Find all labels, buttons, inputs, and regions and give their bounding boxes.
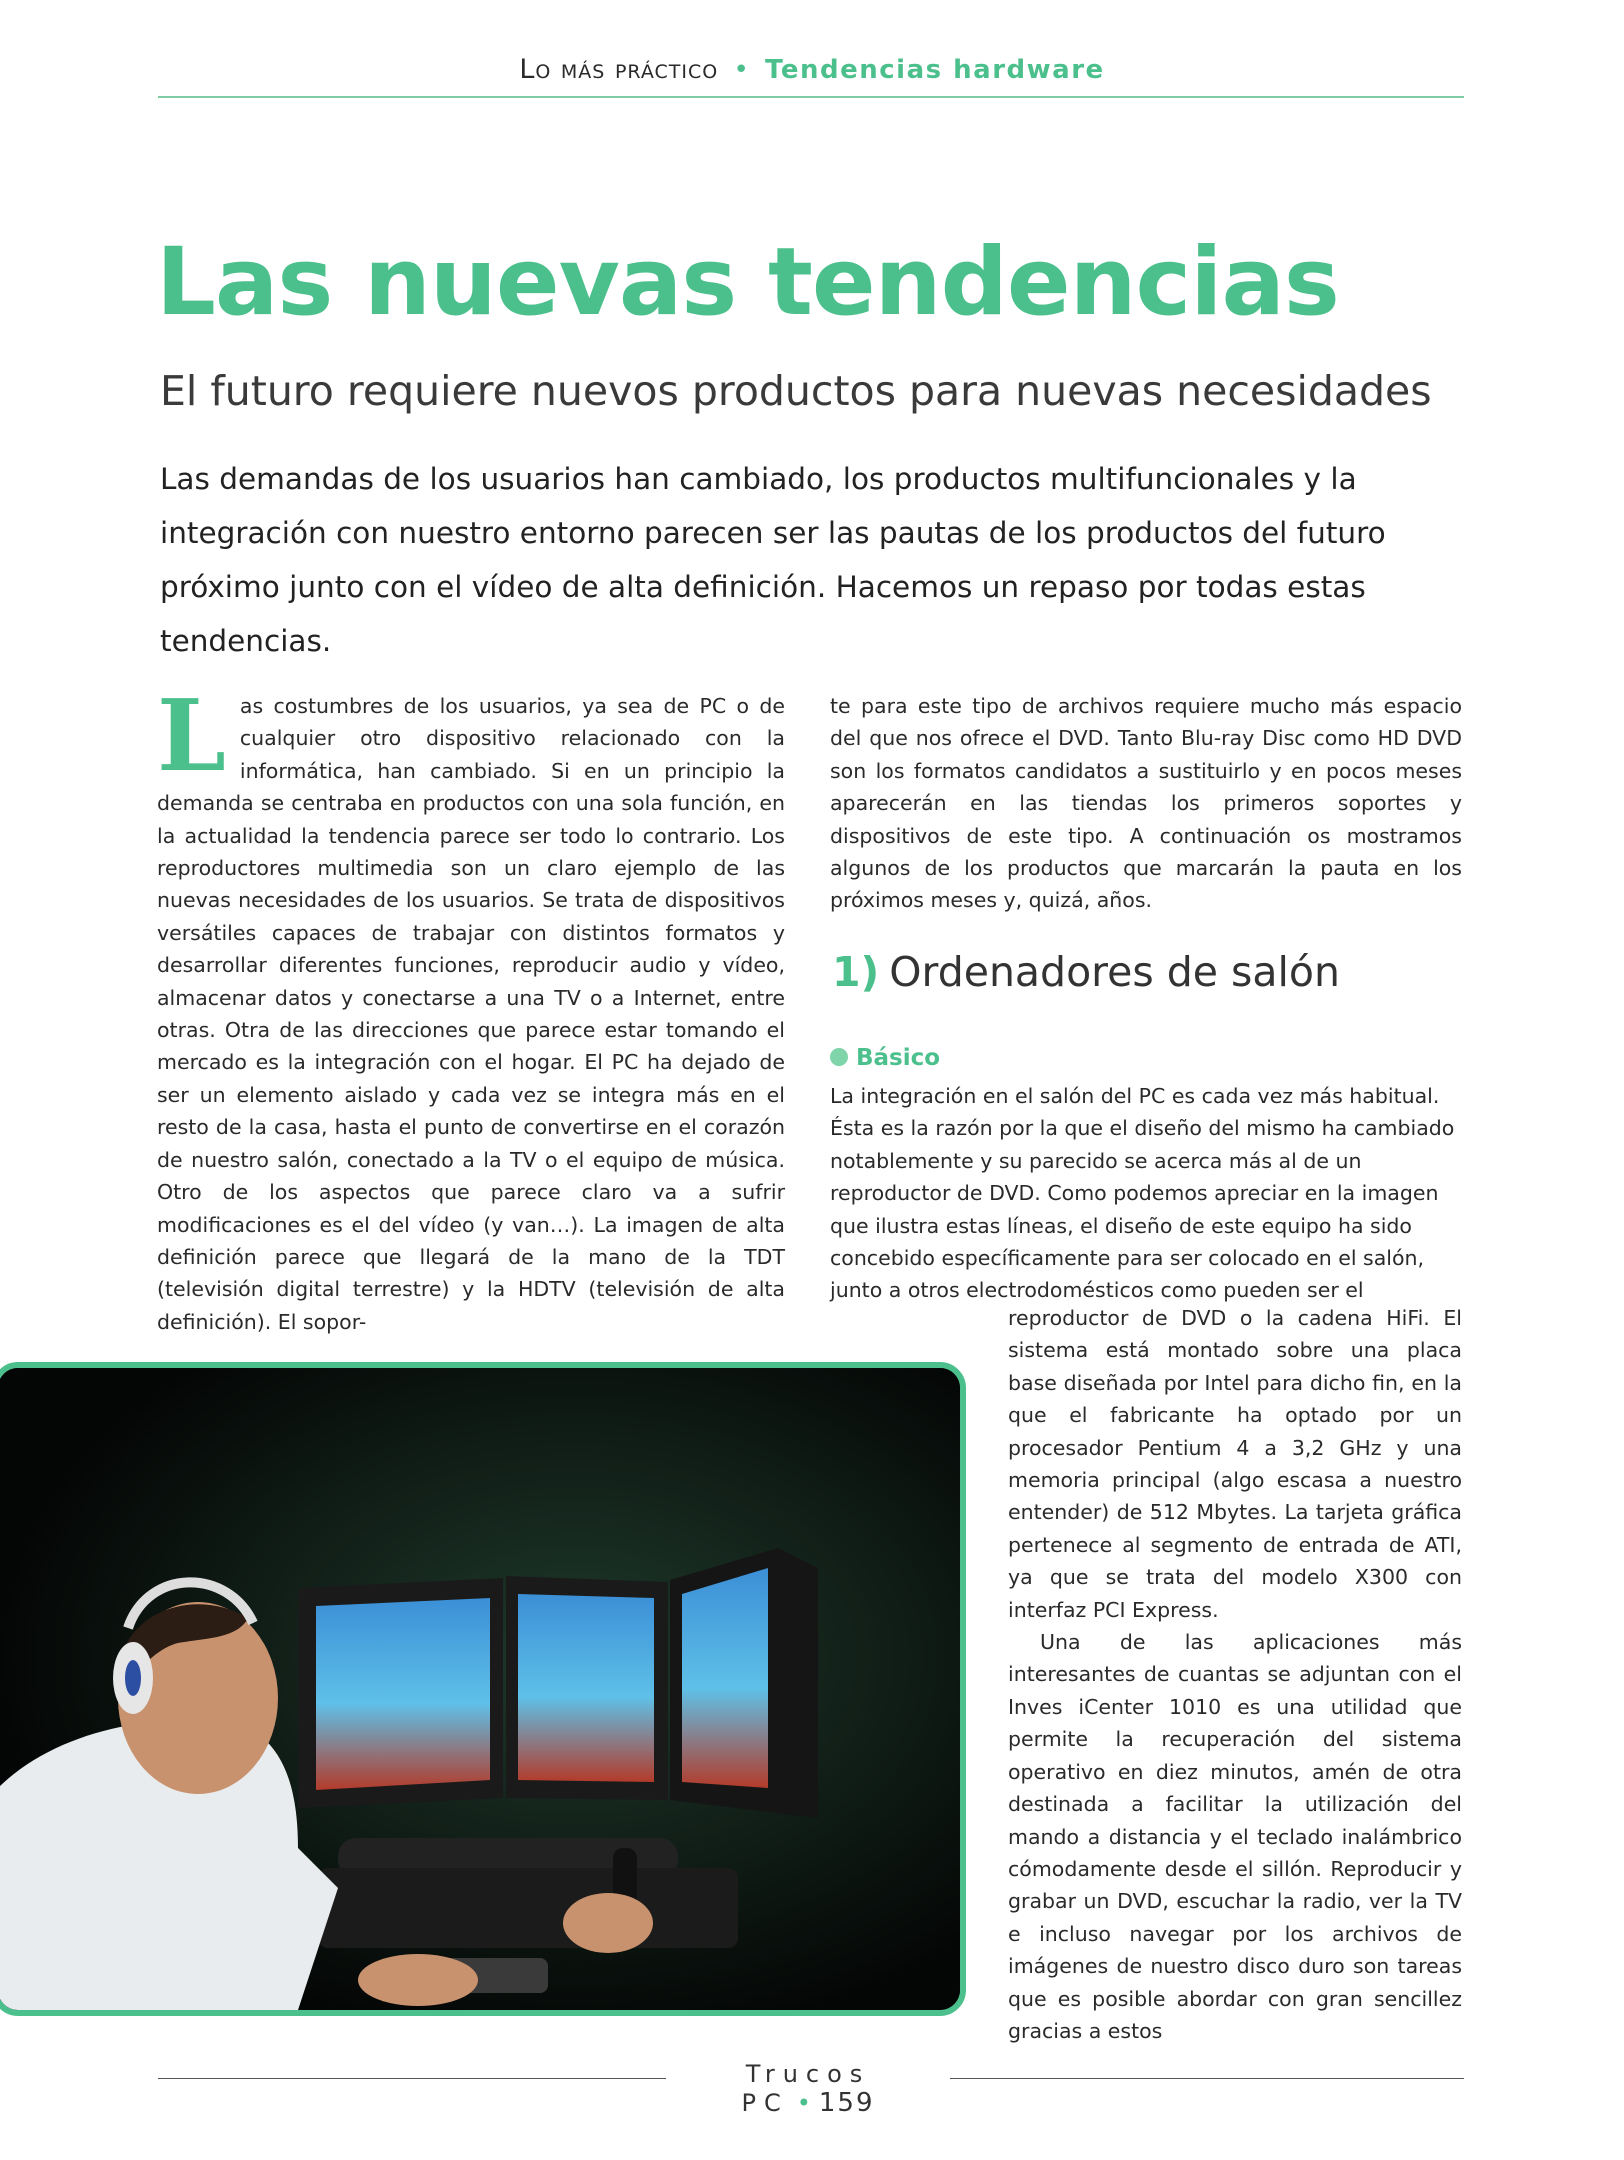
header-rule bbox=[158, 96, 1464, 98]
header-section: Lo más práctico bbox=[519, 54, 719, 85]
body-text-right-low-1: reproductor de DVD o la cadena HiFi. El sistema está montado sobre una placa base diseñada por Intel para dicho fin, en la que el fabricante ha optado por un procesador Pentium 4 a 3,2 GHz y una memoria principal (algo escasa a nuestro entender) de 512 Mbytes. La tarjeta gráfica pertenece al segmento de entrada de ATI, ya que se trata del modelo X300 con interfaz PCI Express. bbox=[1008, 1306, 1462, 1622]
section-heading bbox=[832, 948, 1340, 996]
header-subsection: Tendencias hardware bbox=[765, 55, 1105, 85]
body-text-right-top: te para este tipo de archivos requiere mucho más espacio del que nos ofrece el DVD. Tanto Blu-ray Disc como HD DVD son los formatos candidatos a sustituirlo y en pocos meses aparecerán en las tiendas los primeros soportes y dispositivos de este tipo. A continuación os mostramos algunos de los productos que marcarán la pauta en los próximos meses y, quizá, años. bbox=[830, 694, 1462, 913]
bullet-icon bbox=[830, 1048, 848, 1066]
body-text-right-low-2: Una de las aplicaciones más interesantes de cuantas se adjuntan con el Inves iCenter 1010 es una utilidad que permite la recuperación del sistema operativo en diez minutos, amén de otra destinada a facilitar la utilización del mando a distancia y el teclado inalámbrico cómodamente desde el sillón. Reproducir y grabar un DVD, escuchar la radio, ver la TV e incluso navegar por los archivos de imágenes de nuestro disco duro son tareas que es posible abordar con gran sencillez gracias a estos bbox=[1008, 1630, 1462, 2043]
page-footer bbox=[672, 2060, 944, 2118]
header-separator: • bbox=[733, 55, 750, 85]
body-column-left bbox=[157, 679, 785, 1338]
running-header bbox=[0, 54, 1624, 85]
footer-magazine: Trucos PC bbox=[741, 2060, 871, 2117]
level-label bbox=[830, 1045, 940, 1071]
page-number: 159 bbox=[818, 2088, 875, 2118]
footer-rule-left bbox=[158, 2078, 666, 2079]
article-subtitle: El futuro requiere nuevos productos para nuevas necesidades bbox=[160, 367, 1432, 415]
section-number: 1) bbox=[832, 948, 880, 996]
article-photo bbox=[0, 1362, 966, 2016]
body-text-left: as costumbres de los usuarios, ya sea de PC o de cualquier otro dispositivo relacionado con la informática, han cambiado. Si en un principio la demanda se centraba en productos con una sola función, en la actualidad la tendencia parece ser todo lo contrario. Los reproductores multimedia son un claro ejemplo de las nuevas necesidades de los usuarios. Se trata de dispositivos versátiles capaces de trabajar con distintos formatos y desarrollar diferentes funciones, reproducir audio y vídeo, almacenar datos y conectarse a una TV o a Internet, entre otras. Otra de las direcciones que parece estar tomando el mercado es la integración con el hogar. El PC ha dejado de ser un elemento aislado y cada vez se integra más en el resto de la casa, hasta el punto de convertirse en el corazón de nuestro salón, conectado a la TV o el equipo de música. Otro de los aspectos que parece claro va a sufrir modificaciones es el del vídeo (y van…). La imagen de alta definición parece que llegará de la mano de la TDT (televisión digital terrestre) y la HDTV (televisión de alta definición). El sopor- bbox=[157, 694, 785, 1334]
footer-separator: • bbox=[796, 2089, 811, 2117]
drop-cap: L bbox=[157, 679, 226, 794]
body-text-right-mid: La integración en el salón del PC es cada vez más habitual. Ésta es la razón por la que el diseño del mismo ha cambiado notablemente y su parecido se acerca más al de un reproductor de DVD. Como podemos apreciar en la imagen que ilustra estas líneas, el diseño de este equipo ha sido concebido específicamente para ser colocado en el salón, junto a otros electrodomésticos como pueden ser el bbox=[830, 1084, 1455, 1303]
article-lead: Las demandas de los usuarios han cambiado, los productos multifuncionales y la integración con nuestro entorno parecen ser las pautas de los productos del futuro próximo junto con el vídeo de alta definición. Hacemos un repaso por todas estas tendencias. bbox=[160, 462, 1386, 658]
level-text: Básico bbox=[856, 1045, 941, 1071]
article-title: Las nuevas tendencias bbox=[156, 228, 1339, 337]
section-title: Ordenadores de salón bbox=[889, 948, 1340, 996]
photo-illustration bbox=[0, 1368, 960, 2010]
body-column-right-low bbox=[1008, 1302, 1462, 2047]
footer-rule-right bbox=[950, 2078, 1464, 2079]
